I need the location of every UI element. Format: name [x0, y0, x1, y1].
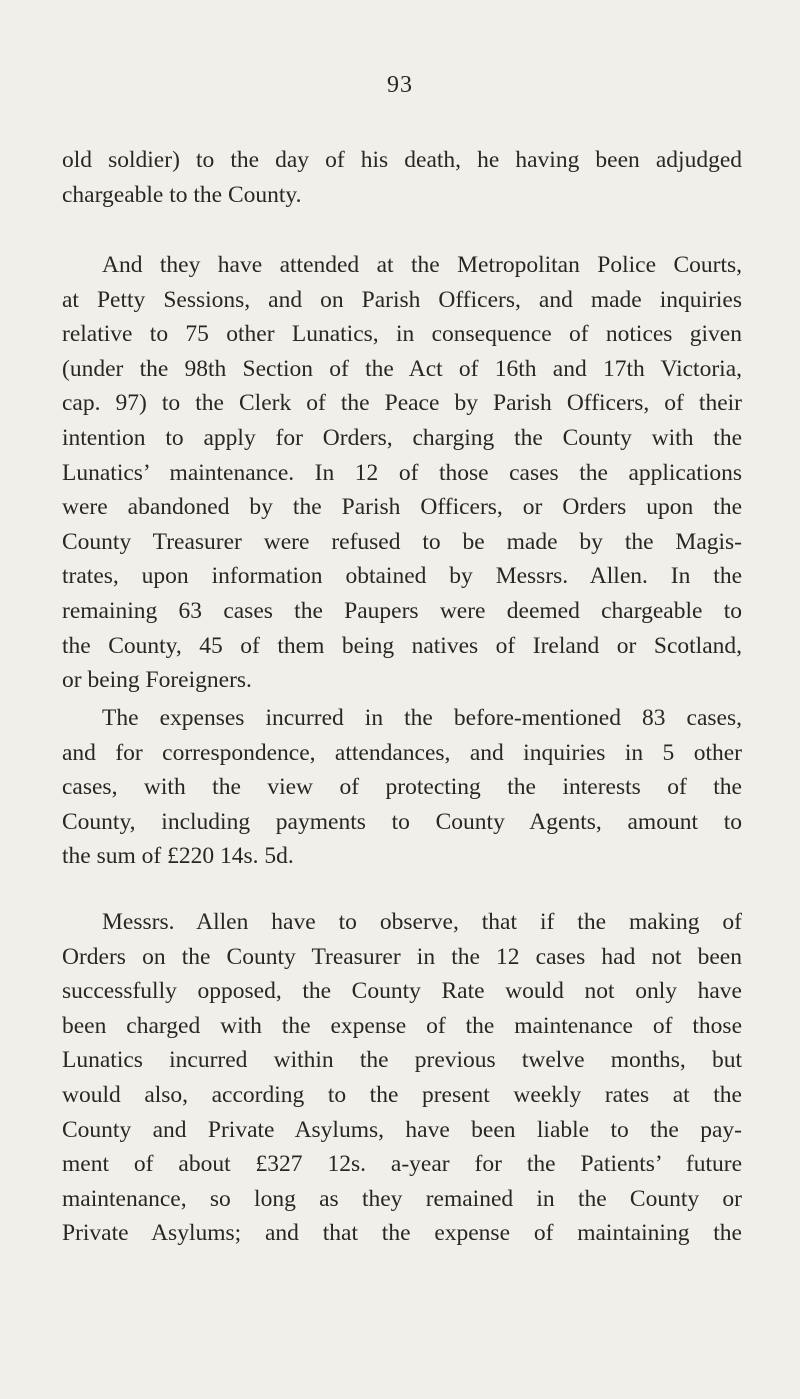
- text-line: the County, 45 of them being natives of Ireland or Scotland,: [62, 632, 742, 659]
- text-line: trates, upon information obtained by Messrs. Allen. In the: [62, 563, 742, 590]
- text-line: cases, with the view of protecting the interests of the: [62, 774, 742, 801]
- text-line: County, including payments to County Agents, amount to: [62, 808, 742, 835]
- text-line: the sum of £220 14s. 5d.: [62, 843, 294, 870]
- text-line: remaining 63 cases the Paupers were deemed chargeable to: [62, 597, 742, 624]
- text-line: or being Foreigners.: [62, 667, 252, 694]
- text-line: Orders on the County Treasurer in the 12 cases had not been: [62, 943, 742, 970]
- text-line: maintenance, so long as they remained in the County or: [62, 1185, 742, 1212]
- text-line: cap. 97) to the Clerk of the Peace by Parish Officers, of their: [62, 390, 742, 417]
- text-line: County and Private Asylums, have been liable to the pay-: [62, 1116, 742, 1143]
- text-line: successfully opposed, the County Rate would not only have: [62, 978, 742, 1005]
- text-line: would also, according to the present weekly rates at the: [62, 1081, 742, 1108]
- text-line: And they have attended at the Metropolitan Police Courts,: [102, 252, 742, 278]
- text-line: old soldier) to the day of his death, he having been adjudged: [62, 147, 742, 173]
- text-line: been charged with the expense of the maintenance of those: [62, 1012, 742, 1039]
- text-line: intention to apply for Orders, charging the County with the: [62, 424, 742, 451]
- text-line: at Petty Sessions, and on Parish Officers, and made inquiries: [62, 286, 742, 313]
- paragraph-2: [62, 248, 742, 698]
- page-number: 93: [387, 72, 413, 98]
- text-line: ment of about £327 12s. a-year for the Patients’ future: [62, 1151, 742, 1178]
- text-line: Private Asylums; and that the expense of maintaining the: [62, 1220, 742, 1247]
- text-line: (under the 98th Section of the Act of 16th and 17th Victoria,: [62, 355, 742, 382]
- text-line: Lunatics incurred within the previous twelve months, but: [62, 1047, 742, 1074]
- text-line: were abandoned by the Parish Officers, or Orders upon the: [62, 494, 742, 521]
- paragraph-4: [62, 905, 742, 1251]
- text-line: The expenses incurred in the before-mentioned 83 cases,: [102, 705, 742, 731]
- text-line: Messrs. Allen have to observe, that if the making of: [102, 909, 742, 935]
- text-line: and for correspondence, attendances, and inquiries in 5 other: [62, 739, 742, 766]
- text-line: County Treasurer were refused to be made by the Magis-: [62, 528, 742, 555]
- text-line: chargeable to the County.: [62, 181, 302, 208]
- paragraph-1: [62, 143, 742, 212]
- paragraph-3: [62, 701, 742, 874]
- text-line: relative to 75 other Lunatics, in consequence of notices given: [62, 321, 742, 348]
- text-line: Lunatics’ maintenance. In 12 of those cases the applications: [62, 459, 742, 486]
